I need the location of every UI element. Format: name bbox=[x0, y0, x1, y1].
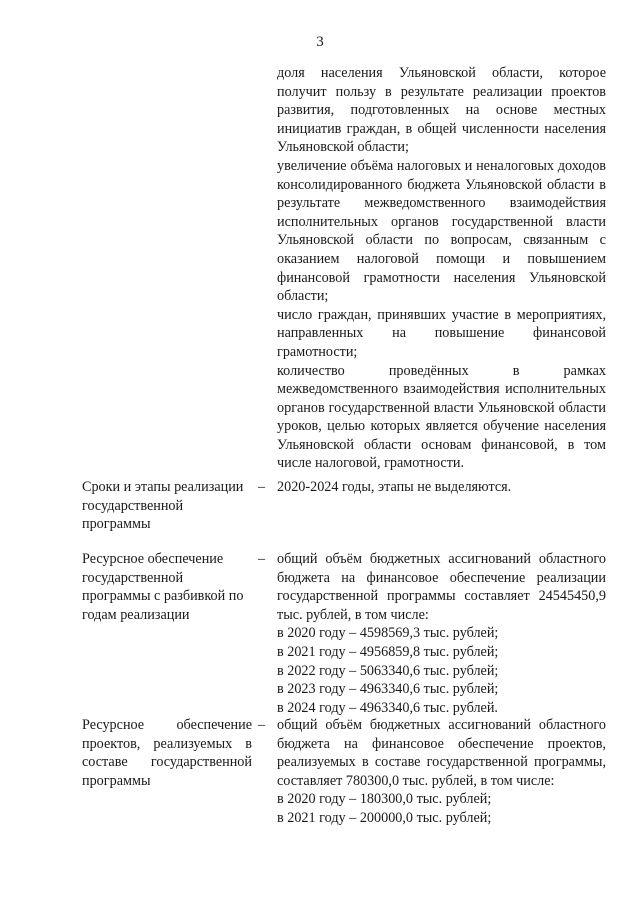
funding-year-line: в 2021 году – 4956859,8 тыс. рублей; bbox=[277, 643, 499, 660]
indicator-paragraph: увеличение объёма налоговых и неналоговых доходов консолидированного бюджета Ульяновской области в результате межведомственного взаимодействия исполнительных органов государственной власти Ульяновской области по вопросам, связанным с оказанием налоговой помощи и повышением финансовой грамотности населения Ульяновской области; bbox=[277, 157, 606, 305]
row-value: 2020-2024 годы, этапы не выделяются. bbox=[277, 479, 512, 495]
row-value bbox=[277, 550, 606, 717]
row-dash: – bbox=[258, 551, 266, 567]
row-label: Ресурсное обеспечение государственной программы с разбивкой по годам реализации bbox=[82, 551, 244, 623]
funding-total-text: общий объём бюджетных ассигнований областного бюджета на финансовое обеспечение проектов, реализуемых в составе государственной программы, составляет 780300,0 тыс. рублей, в том числе: bbox=[277, 717, 606, 789]
row-label: Ресурсное обеспечение проектов, реализуемых в составе государственной программы bbox=[82, 717, 252, 789]
row-dash: – bbox=[258, 717, 266, 733]
indicator-paragraph: число граждан, принявших участие в мероприятиях, направленных на повышение финансовой грамотности; bbox=[277, 306, 606, 360]
funding-total-text: общий объём бюджетных ассигнований областного бюджета на финансовое обеспечение реализации государственной программы составляет 24545450,9 тыс. рублей, в том числе: bbox=[277, 551, 606, 623]
indicator-paragraph: количество проведённых в рамках межведомственного взаимодействия исполнительных органов государственной власти Ульяновской области уроков, целью которых является обучение населения Ульяновской области основам финансовой, в том числе налоговой, грамотности. bbox=[277, 362, 606, 472]
funding-year-line: в 2024 году – 4963340,6 тыс. рублей. bbox=[277, 699, 498, 716]
row-dash: – bbox=[258, 479, 266, 495]
indicators-continuation bbox=[277, 64, 606, 473]
row-label: Сроки и этапы реализации государственной программы bbox=[82, 479, 244, 533]
indicator-paragraph: доля населения Ульяновской области, которое получит пользу в результате реализации проектов развития, подготовленных на основе местных инициатив граждан, в общей численности населения Ульяновской области; bbox=[277, 65, 606, 156]
funding-year-line: в 2021 году – 200000,0 тыс. рублей; bbox=[277, 809, 492, 826]
row-value bbox=[277, 716, 606, 828]
funding-year-line: в 2020 году – 4598569,3 тыс. рублей; bbox=[277, 625, 499, 642]
funding-year-line: в 2022 году – 5063340,6 тыс. рублей; bbox=[277, 662, 499, 679]
funding-year-line: в 2020 году – 180300,0 тыс. рублей; bbox=[277, 791, 492, 808]
page-number: 3 bbox=[316, 34, 324, 50]
funding-year-line: в 2023 году – 4963340,6 тыс. рублей; bbox=[277, 681, 499, 698]
